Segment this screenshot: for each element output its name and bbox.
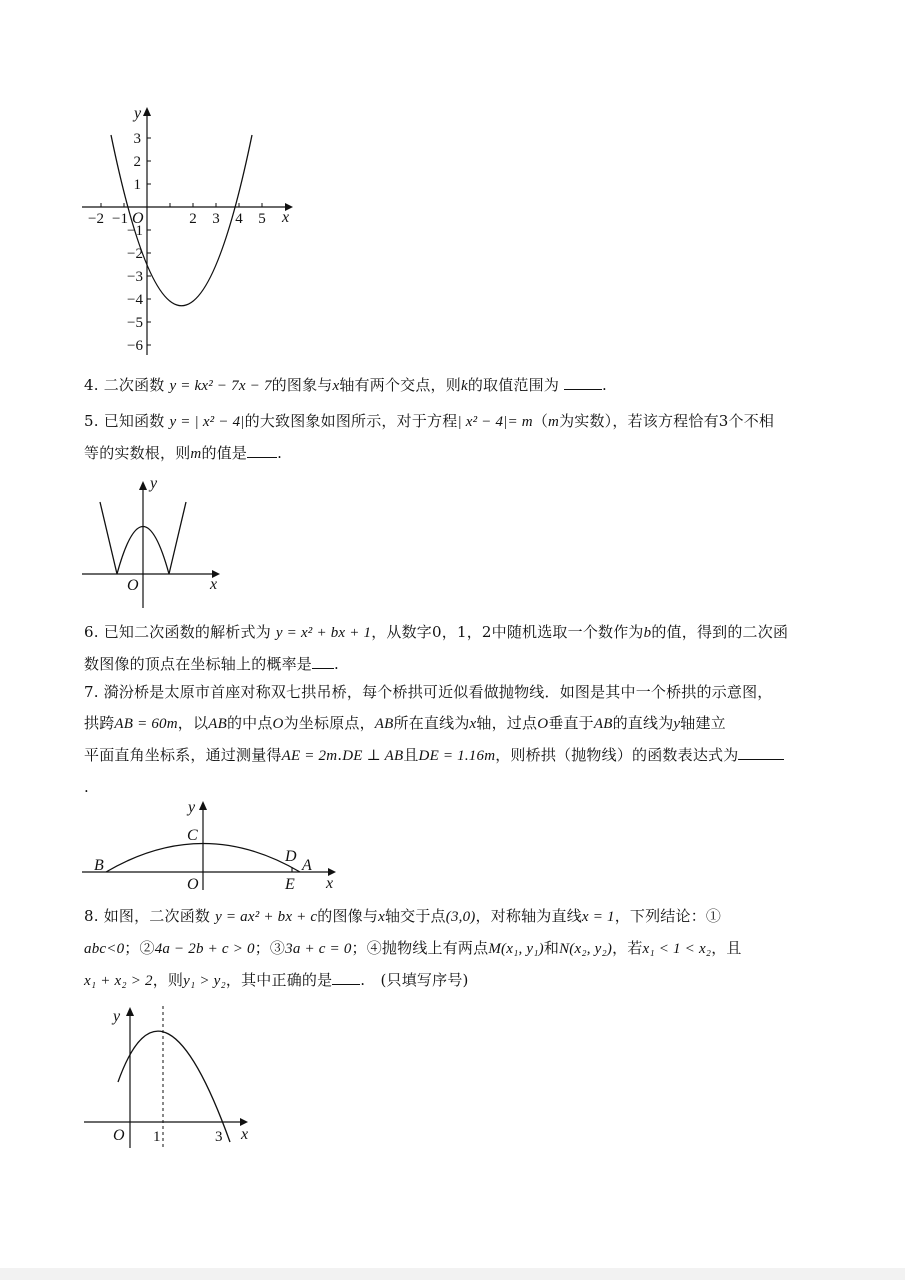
y-axis-label: y	[113, 1008, 121, 1025]
figure-3-bridge-arch	[80, 796, 345, 896]
problem-4-answer-blank[interactable]	[564, 373, 602, 390]
x-tick-5: 5	[258, 211, 266, 227]
problem-4: 4. 二次函数 y = kx² − 7x − 7的图象与x轴有两个交点，则k的取值范围为 .	[84, 370, 824, 402]
x-tick-1: 1	[153, 1129, 161, 1145]
problem-5-function: y = | x² − 4|	[169, 414, 245, 430]
point-D-label: D	[285, 848, 297, 865]
problem-5: 5. 已知函数 y = | x² − 4|的大致图象如图所示，对于方程| x² − 4|= m（m为实数），若该方程恰有3个不相 等的实数根，则m的值是 .	[84, 412, 775, 462]
problem-7-answer-blank[interactable]	[738, 743, 784, 760]
problem-8-expression: y = ax² + bx + c	[215, 909, 318, 925]
y-tick-neg6: −6	[127, 338, 143, 354]
origin-label: O	[113, 1127, 125, 1144]
y-tick-3: 3	[133, 131, 141, 147]
problem-7: 7. 漪汾桥是太原市首座对称双七拱吊桥，每个桥拱可近似看做抛物线．如图是其中一个桥拱的示意图， 拱跨AB = 60m，以AB的中点O为坐标原点，AB所在直线为x轴，过点O垂直于AB的直线为y轴建立 平面直角坐标系，通过测量得AE = 2m.DE ⊥ AB且DE = 1.16m，则桥拱（抛物线）的函数表达式为 .	[84, 677, 829, 803]
y-tick-neg3: −3	[127, 269, 143, 285]
problem-6-answer-blank[interactable]	[312, 652, 334, 669]
y-tick-neg5: −5	[127, 315, 143, 331]
x-axis-arrow	[240, 1118, 248, 1126]
problem-8-number: 8.	[84, 907, 99, 925]
problem-4-expression: y = kx² − 7x − 7	[169, 378, 272, 394]
problem-8-answer-blank[interactable]	[332, 968, 360, 985]
problem-5-answer-blank[interactable]	[247, 441, 277, 458]
point-B-label: B	[94, 857, 104, 874]
problem-4-number: 4.	[84, 376, 99, 394]
origin-label: O	[187, 876, 199, 893]
parabola-curve	[118, 1031, 230, 1142]
y-axis-label: y	[134, 105, 142, 122]
figure-4-parabola-graph	[80, 1000, 270, 1155]
problem-6: 6. 已知二次函数的解析式为 y = x² + bx + 1，从数字0，1，2中随机选取一个数作为b的值，得到的二次函 数图像的顶点在坐标轴上的概率是 .	[84, 623, 789, 673]
y-tick-neg2: −2	[127, 246, 143, 262]
figure-2-svg	[80, 474, 230, 614]
x-tick-neg1: −1	[112, 211, 128, 227]
y-tick-1: 1	[133, 177, 141, 193]
problem-8: 8. 如图，二次函数 y = ax² + bx + c的图像与x轴交于点(3,0)，对称轴为直线x = 1，下列结论：① abc<0；②4a − 2b + c > 0；③3a + c = 0；④抛物线上有两点M(x₁, y₁)和N(x₂, y₂)，若x₁ < 1 < x₂，且 x₁ + x₂ > 2，则y₁ > y₂，其中正确的是 . (只填写序号)	[84, 907, 742, 989]
x-axis-label: x	[282, 209, 290, 226]
problem-5-equation: | x² − 4|= m	[457, 414, 533, 430]
origin-label: O	[132, 210, 144, 227]
figure-3-svg	[80, 796, 345, 896]
problem-5-number: 5.	[84, 412, 99, 430]
x-tick-2: 2	[189, 211, 197, 227]
y-tick-neg1: −1	[127, 223, 143, 239]
x-axis-label: x	[241, 1126, 249, 1143]
problem-6-number: 6.	[84, 623, 99, 641]
figure-2-abs-graph	[80, 474, 230, 614]
y-axis-arrow	[139, 481, 147, 490]
problem-6-expression: y = x² + bx + 1	[275, 625, 372, 641]
point-C-label: C	[187, 827, 198, 844]
figure-1-parabola-graph	[80, 100, 300, 360]
y-tick-neg4: −4	[127, 292, 143, 308]
y-axis-arrow	[143, 107, 151, 116]
x-tick-neg2: −2	[88, 211, 104, 227]
y-axis-label: y	[188, 799, 196, 816]
y-tick-2: 2	[133, 154, 141, 170]
figure-4-svg	[80, 1000, 270, 1155]
x-tick-4: 4	[235, 211, 243, 227]
origin-label: O	[127, 577, 139, 594]
y-axis-arrow	[126, 1007, 134, 1016]
point-A-label: A	[302, 857, 312, 874]
y-axis-label: y	[150, 475, 158, 492]
x-axis-label: x	[210, 576, 218, 593]
x-axis-label: x	[326, 875, 334, 892]
figure-1-svg	[80, 100, 300, 360]
page-bottom-band	[0, 1268, 905, 1280]
x-tick-3: 3	[215, 1129, 223, 1145]
problem-7-number: 7.	[84, 683, 99, 701]
x-tick-3: 3	[212, 211, 220, 227]
point-E-label: E	[285, 876, 295, 893]
y-axis-arrow	[199, 801, 207, 810]
